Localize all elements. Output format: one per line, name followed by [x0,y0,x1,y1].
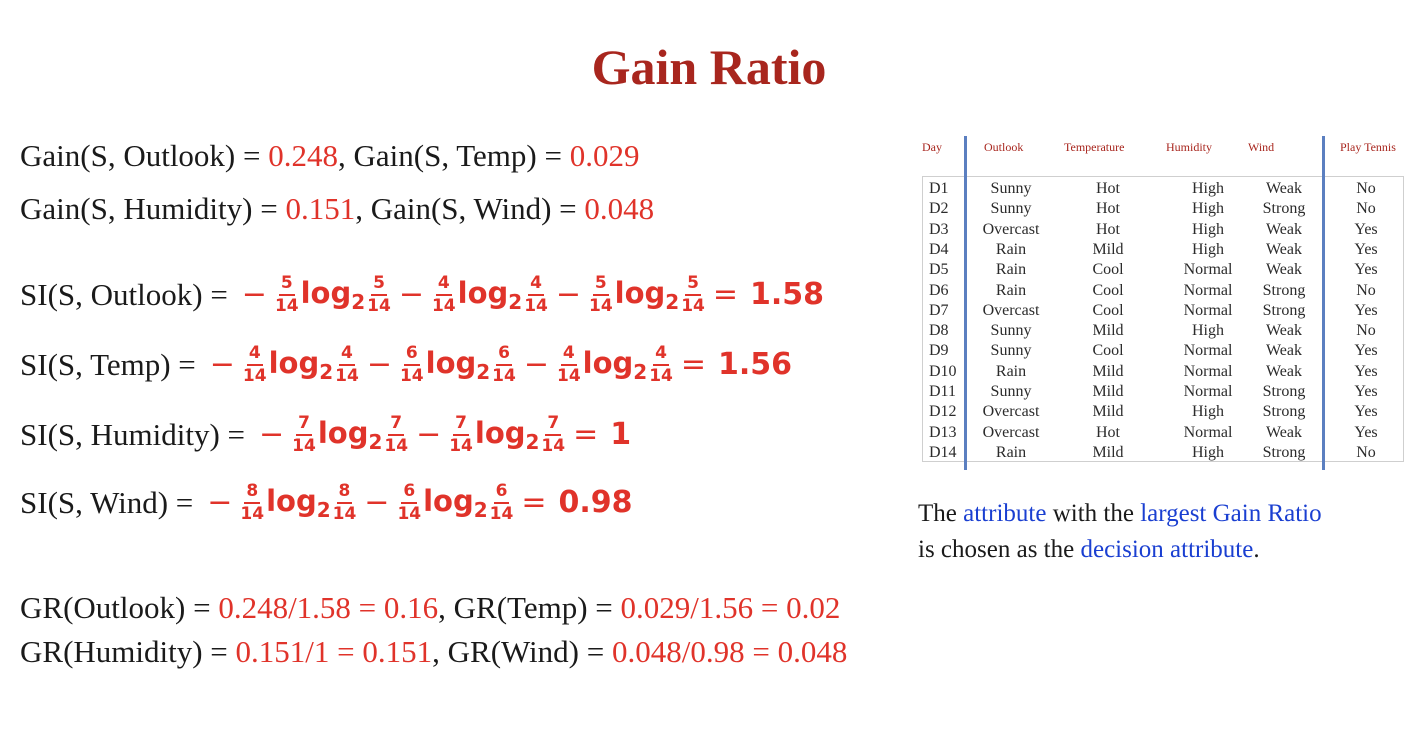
log-text: log [266,483,317,518]
cell-temperature: Hot [1096,180,1120,197]
cell-play-tennis: Yes [1354,240,1378,258]
fraction-numerator: 6 [494,482,510,504]
fraction-numerator: 4 [561,344,577,366]
fraction-numerator: 8 [244,482,260,504]
fraction-numerator: 6 [401,482,417,504]
fraction [681,274,705,315]
header-humidity: Humidity [1166,140,1213,154]
fraction [541,414,565,455]
log-text: log [474,415,526,450]
log-base-2 [301,276,366,314]
cell-wind: Weak [1265,261,1303,279]
cell-humidity: High [1192,403,1224,421]
cell-temperature: Cool [1092,342,1124,360]
log-base-2 [583,346,648,384]
cell-wind: Strong [1262,383,1306,400]
table-row [923,199,1403,219]
log-text: log [425,345,477,380]
fraction-numerator: 7 [545,414,561,436]
fraction-numerator: 4 [247,344,263,366]
cell-humidity: Normal [1183,342,1233,360]
note-largest-gain-ratio: largest Gain Ratio [1140,500,1322,527]
cell-humidity: High [1192,443,1224,461]
fraction [243,344,267,385]
gr-line-2 [20,634,847,670]
minus-sign: − [398,277,424,313]
gr-humidity-label: GR(Humidity) = [20,634,236,669]
cell-play-tennis: No [1356,200,1376,218]
table-row [923,341,1403,361]
fraction-denominator: 14 [449,435,473,456]
log-base: 2 [316,497,331,522]
note-line-1 [918,496,1322,532]
cell-day: D9 [929,342,949,360]
cell-day: D7 [929,301,949,319]
fraction-denominator: 14 [384,435,409,456]
gain-line-2 [20,191,654,227]
log-text: log [457,275,509,310]
cell-day: D8 [929,322,949,340]
gain-outlook-label: Gain(S, Outlook) = [20,138,269,173]
table-row [923,260,1403,280]
cell-day: D3 [929,220,949,238]
cell-wind: Weak [1265,342,1303,360]
si-expression [204,344,792,385]
si-formula [20,344,792,385]
play-tennis-table [918,132,1410,462]
cell-play-tennis: Yes [1354,342,1378,360]
fraction-numerator: 7 [296,414,312,436]
cell-temperature: Mild [1092,443,1124,461]
log-text: log [268,345,320,380]
fraction [240,482,264,523]
cell-outlook: Overcast [982,220,1040,238]
cell-outlook: Overcast [982,301,1040,319]
cell-wind: Weak [1265,220,1303,238]
fraction [589,274,613,315]
si-formula [20,274,824,315]
cell-day: D12 [929,403,957,421]
cell-wind: Weak [1265,180,1303,197]
si-result: 1.58 [750,277,825,313]
minus-sign: − [207,485,233,521]
gain-line-1 [20,138,639,174]
fraction [400,344,424,385]
cell-play-tennis: Yes [1354,403,1378,421]
fraction-denominator: 14 [431,295,456,316]
note-text: is chosen as the [918,536,1081,563]
cell-day: D13 [929,423,957,441]
si-lhs: SI(S, Temp) = [20,346,196,382]
cell-wind: Weak [1265,423,1303,441]
gain-humidity-label: Gain(S, Humidity) = [20,191,286,226]
fraction-numerator: 5 [593,274,609,296]
si-expression [236,274,824,315]
fraction-denominator: 14 [240,503,265,524]
cell-outlook: Sunny [990,342,1032,360]
fraction-denominator: 14 [335,365,359,386]
cell-play-tennis: No [1356,281,1376,299]
fraction-denominator: 14 [292,435,316,456]
fraction [649,344,673,385]
note-text: . [1253,536,1260,563]
log-base: 2 [476,359,491,384]
cell-outlook: Rain [995,443,1027,461]
equals-sign: = [521,485,547,521]
minus-sign: − [209,347,235,383]
fraction [335,344,359,385]
cell-day: D14 [929,443,957,461]
cell-day: D5 [929,261,949,279]
fraction-denominator: 14 [399,365,424,386]
log-text: log [582,345,634,380]
cell-wind: Strong [1262,443,1306,461]
cell-day: D6 [929,281,949,299]
si-lhs: SI(S, Outlook) = [20,276,228,312]
cell-day: D2 [929,200,949,218]
si-lhs: SI(S, Wind) = [20,484,194,520]
table-row [923,179,1403,199]
fraction-numerator: 6 [404,344,420,366]
log-base-2 [266,484,331,522]
log-base: 2 [633,359,648,384]
fraction-denominator: 14 [681,295,705,316]
cell-humidity: High [1192,180,1224,197]
cell-play-tennis: Yes [1354,423,1378,441]
cell-play-tennis: No [1356,180,1376,197]
cell-outlook: Sunny [990,180,1032,197]
note-line-2 [918,532,1322,568]
cell-outlook: Overcast [982,423,1040,441]
cell-play-tennis: Yes [1354,220,1378,238]
log-base: 2 [665,289,680,314]
log-base-2 [458,276,523,314]
table-body [922,176,1404,462]
note-attribute: attribute [963,500,1047,527]
header-wind: Wind [1248,140,1275,154]
fraction-denominator: 14 [274,295,299,316]
cell-humidity: Normal [1183,281,1233,299]
table-row [923,443,1403,463]
fraction-numerator: 4 [528,274,544,296]
fraction [432,274,456,315]
note-text: The [918,500,964,527]
cell-wind: Weak [1265,240,1303,258]
cell-wind: Strong [1262,301,1306,319]
fraction-denominator: 14 [397,503,422,524]
minus-sign: − [364,485,390,521]
fraction-numerator: 7 [388,414,404,436]
cell-play-tennis: No [1356,322,1376,340]
cell-play-tennis: No [1356,443,1376,461]
log-base-2 [426,346,491,384]
cell-temperature: Cool [1092,301,1124,319]
cell-play-tennis: Yes [1354,362,1378,380]
cell-temperature: Cool [1092,261,1124,279]
fraction-denominator: 14 [556,365,581,386]
log-base: 2 [473,497,488,522]
fraction-denominator: 14 [242,365,267,386]
cell-outlook: Rain [995,240,1027,258]
cell-outlook: Rain [995,261,1027,279]
gr-line-1 [20,590,840,626]
fraction-denominator: 14 [489,503,514,524]
fraction [397,482,421,523]
fraction-numerator: 7 [453,414,469,436]
table-row [923,321,1403,341]
table-row [923,362,1403,382]
si-result: 0.98 [558,485,633,521]
gain-wind-label: , Gain(S, Wind) = [355,191,585,226]
header-outlook: Outlook [984,140,1024,154]
cell-humidity: High [1192,240,1224,258]
si-expression [201,482,632,523]
fraction-numerator: 8 [337,482,353,504]
fraction-denominator: 14 [649,365,673,386]
cell-temperature: Mild [1092,322,1124,340]
minus-sign: − [523,347,549,383]
si-result: 1.56 [718,347,793,383]
gain-humidity-value: 0.151 [285,191,356,226]
gr-outlook-value: 0.248/1.58 = 0.16 [218,590,439,625]
cell-day: D10 [929,362,957,380]
cell-play-tennis: Yes [1354,261,1378,279]
gr-wind-label: , GR(Wind) = [432,634,612,669]
log-text: log [614,275,666,310]
minus-sign: − [555,277,581,313]
cell-outlook: Sunny [990,322,1032,340]
fraction [492,344,516,385]
cell-humidity: High [1192,220,1224,238]
cell-wind: Weak [1265,362,1303,380]
minus-sign: − [259,417,285,453]
log-text: log [423,483,474,518]
cell-play-tennis: Yes [1354,383,1378,400]
log-base-2 [615,276,680,314]
log-base: 2 [351,289,366,314]
table-divider-right [1322,136,1325,470]
cell-day: D1 [929,180,949,197]
cell-wind: Strong [1262,403,1306,421]
cell-outlook: Sunny [990,383,1032,400]
log-base-2 [269,346,334,384]
cell-wind: Strong [1262,281,1306,299]
minus-sign: − [416,417,442,453]
cell-day: D4 [929,240,949,258]
log-base: 2 [508,289,523,314]
gr-temp-label: , GR(Temp) = [438,590,621,625]
fraction-numerator: 5 [279,274,295,296]
table-row [923,240,1403,260]
si-formula [20,414,631,455]
gain-outlook-value: 0.248 [268,138,338,173]
fraction-numerator: 6 [496,344,512,366]
table-row [923,382,1403,402]
cell-temperature: Hot [1096,423,1120,441]
equals-sign: = [712,277,739,313]
cell-temperature: Mild [1092,362,1124,380]
cell-temperature: Hot [1096,220,1120,238]
fraction-denominator: 14 [541,435,566,456]
si-lhs: SI(S, Humidity) = [20,416,246,452]
cell-wind: Weak [1265,322,1303,340]
note-decision-attribute: decision attribute [1080,536,1254,563]
fraction-numerator: 5 [685,274,701,296]
cell-humidity: High [1192,200,1224,218]
cell-day: D11 [929,383,956,400]
minus-sign: − [241,277,267,313]
fraction-numerator: 4 [339,344,355,366]
fraction-denominator: 14 [524,295,548,316]
log-base: 2 [525,429,540,454]
log-text: log [317,415,369,450]
cell-humidity: Normal [1183,301,1233,319]
fraction-numerator: 4 [436,274,452,296]
cell-temperature: Hot [1096,200,1120,218]
si-result: 1 [610,417,632,453]
fraction [490,482,514,523]
fraction-denominator: 14 [367,295,391,316]
table-divider-left [964,136,967,470]
fraction [275,274,299,315]
note-text: with the [1046,500,1141,527]
cell-outlook: Rain [995,281,1027,299]
fraction [384,414,408,455]
log-base-2 [475,416,540,454]
fraction [524,274,548,315]
si-formula [20,482,633,523]
fraction [367,274,391,315]
gr-outlook-label: GR(Outlook) = [20,590,219,625]
cell-outlook: Rain [995,362,1027,380]
log-base-2 [423,484,488,522]
cell-humidity: Normal [1183,383,1233,400]
header-temperature: Temperature [1064,140,1125,154]
explanation-note [918,496,1322,568]
gain-temp-label: , Gain(S, Temp) = [338,138,570,173]
fraction-denominator: 14 [589,295,613,316]
fraction [292,414,316,455]
fraction [333,482,357,523]
table-row [923,220,1403,240]
gain-wind-value: 0.048 [584,191,655,226]
table-row [923,402,1403,422]
cell-humidity: Normal [1183,423,1233,441]
header-play-tennis: Play Tennis [1340,140,1396,154]
fraction-denominator: 14 [332,503,357,524]
cell-temperature: Cool [1092,281,1124,299]
log-text: log [300,275,352,310]
header-day: Day [922,140,942,154]
cell-humidity: High [1192,322,1224,340]
log-base-2 [318,416,383,454]
cell-outlook: Sunny [990,200,1032,218]
minus-sign: − [366,347,392,383]
cell-temperature: Mild [1092,383,1124,400]
slide-title: Gain Ratio [591,39,827,95]
fraction [449,414,473,455]
gr-wind-value: 0.048/0.98 = 0.048 [611,634,848,669]
fraction-denominator: 14 [492,365,516,386]
table-row [923,423,1403,443]
log-base: 2 [368,429,383,454]
fraction-numerator: 5 [371,274,387,296]
table-row [923,301,1403,321]
log-base: 2 [319,359,334,384]
equals-sign: = [680,347,707,383]
fraction-numerator: 4 [653,344,669,366]
gain-temp-value: 0.029 [569,138,640,173]
gr-temp-value: 0.029/1.56 = 0.02 [620,590,841,625]
gr-humidity-value: 0.151/1 = 0.151 [235,634,433,669]
cell-outlook: Overcast [982,403,1040,421]
cell-temperature: Mild [1092,403,1124,421]
fraction [557,344,581,385]
equals-sign: = [573,417,599,453]
cell-wind: Strong [1262,200,1306,218]
cell-play-tennis: Yes [1354,301,1378,319]
cell-humidity: Normal [1183,362,1233,380]
si-expression [253,414,631,455]
cell-temperature: Mild [1092,240,1124,258]
cell-humidity: Normal [1183,261,1233,279]
table-row [923,281,1403,301]
